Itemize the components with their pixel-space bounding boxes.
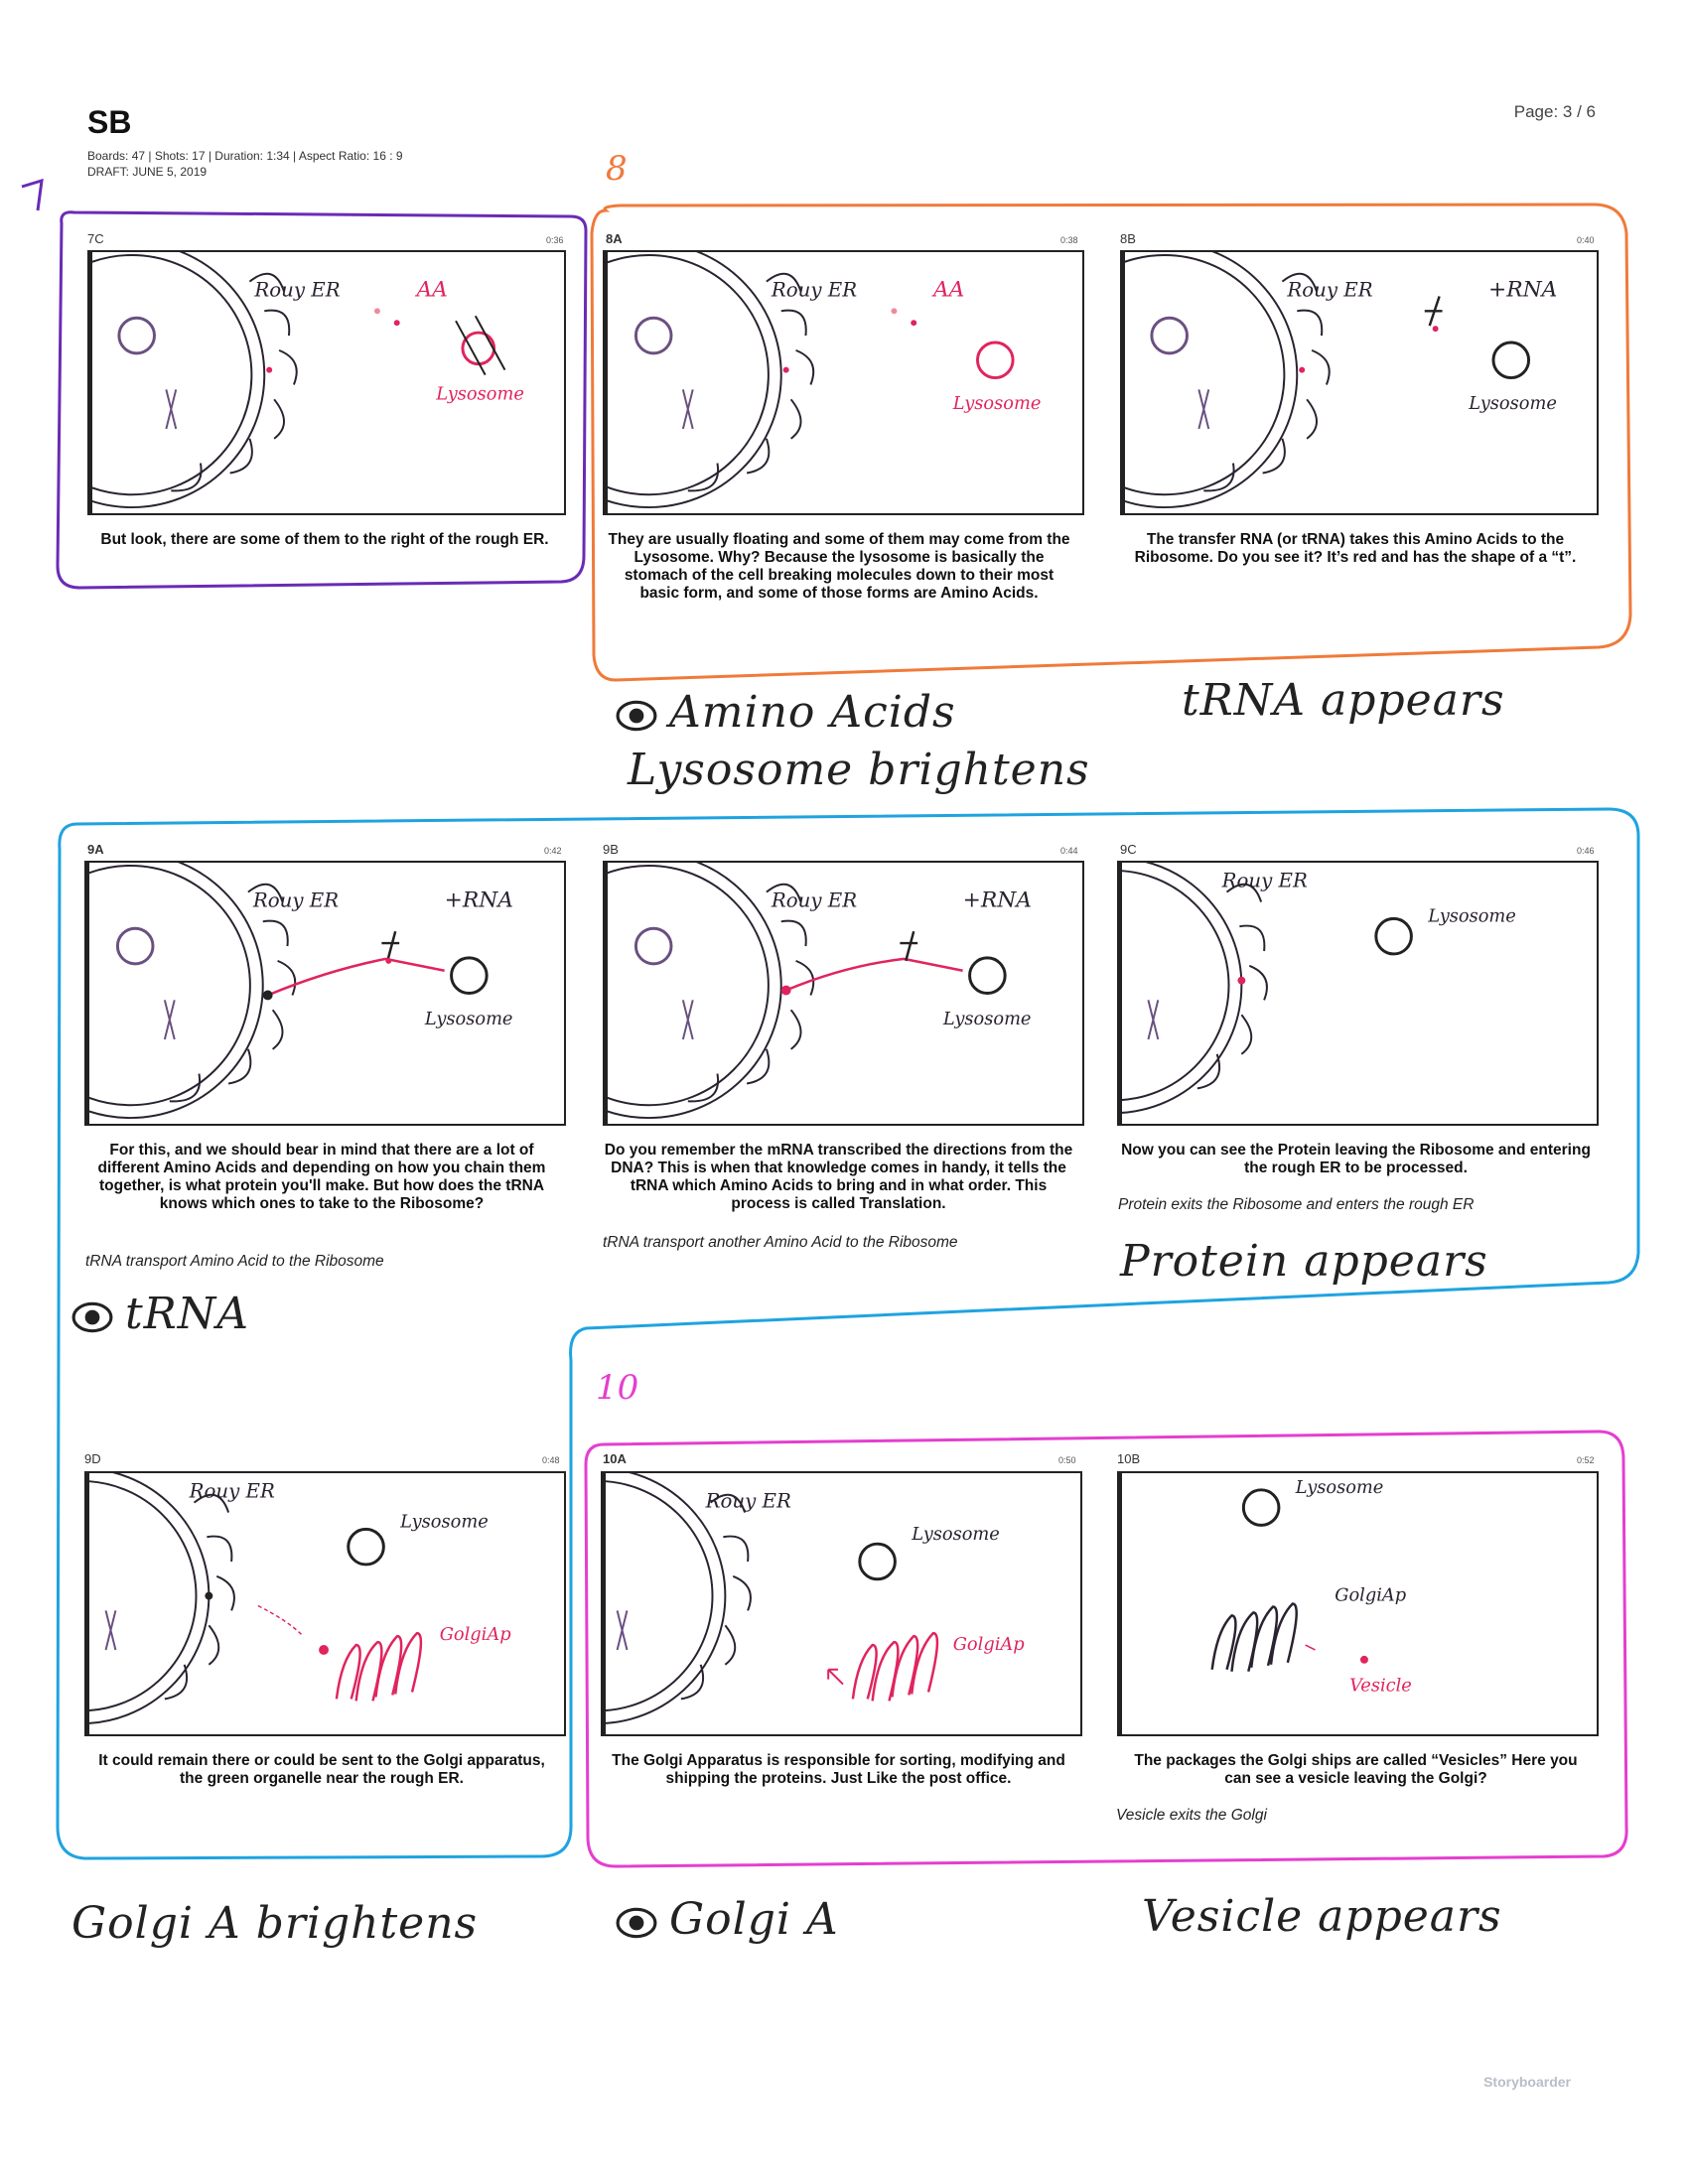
lysosome-label: Lysosome bbox=[424, 1009, 513, 1030]
vesicle-dot bbox=[1360, 1656, 1368, 1664]
panel-9a-drawing bbox=[89, 863, 564, 1124]
golgi-label: GolgiAp bbox=[952, 1633, 1025, 1655]
ribosome-dot bbox=[263, 991, 273, 1001]
trna-drawing bbox=[381, 931, 399, 961]
aa-label: AA bbox=[932, 277, 965, 303]
panel-8a-caption: They are usually floating and some of them may come from the Lysosome. Why? Because the lysosome is basically the stomach of the cell breaking molecules down to their most basic form, and some of those forms are Amino Acids. bbox=[608, 531, 1070, 602]
trna-label: +RNA bbox=[444, 887, 513, 913]
lysosome-drawing bbox=[1376, 918, 1412, 954]
lysosome-label: Lysosome bbox=[1469, 393, 1557, 415]
handwritten-trna bbox=[71, 1289, 249, 1339]
panel-8a-drawing bbox=[608, 252, 1082, 513]
handwritten-vesicle-appears: Vesicle appears bbox=[1142, 1891, 1502, 1942]
panel-9b-time: 0:44 bbox=[1060, 846, 1078, 856]
panel-9c-caption: Now you can see the Protein leaving the Ribosome and entering the rough ER to be processed. bbox=[1121, 1142, 1591, 1176]
lysosome-label: Lysosome bbox=[942, 1009, 1032, 1030]
protein-dot bbox=[1237, 977, 1245, 985]
panel-9b-frame bbox=[603, 861, 1084, 1126]
lysosome-drawing bbox=[977, 342, 1013, 378]
panel-7c-frame bbox=[87, 250, 566, 515]
golgi-drawing bbox=[337, 1633, 421, 1701]
panel-9c-id: 9C bbox=[1120, 842, 1137, 857]
panel-9b-id: 9B bbox=[603, 842, 619, 857]
panel-7c-time: 0:36 bbox=[546, 235, 564, 245]
rough-er-label: Rouy ER bbox=[189, 1479, 275, 1503]
panel-10a-drawing bbox=[606, 1473, 1080, 1734]
golgi-label: GolgiAp bbox=[439, 1624, 511, 1646]
page-title: SB bbox=[87, 104, 132, 140]
lysosome-drawing bbox=[349, 1529, 384, 1565]
panel-8b-time: 0:40 bbox=[1577, 235, 1595, 245]
handwritten-protein-appears: Protein appears bbox=[1120, 1236, 1488, 1287]
panel-9c-time: 0:46 bbox=[1577, 846, 1595, 856]
panel-9d-frame bbox=[84, 1471, 566, 1736]
panel-8a-id: 8A bbox=[606, 231, 623, 246]
lysosome-label: Lysosome bbox=[436, 383, 524, 405]
panel-10b-caption: The packages the Golgi ships are called “Vesicles” Here you can see a vesicle leaving the Golgi? bbox=[1134, 1752, 1578, 1787]
trna-label: +RNA bbox=[962, 887, 1032, 913]
lysosome-label: Lysosome bbox=[1428, 905, 1516, 927]
panel-9a-id: 9A bbox=[87, 842, 104, 857]
rough-er-label: Rouy ER bbox=[252, 888, 340, 912]
eye-icon bbox=[616, 695, 657, 737]
lysosome-drawing bbox=[1243, 1490, 1279, 1526]
panel-7c-id: 7C bbox=[87, 231, 104, 246]
ribosome-dot bbox=[266, 367, 272, 373]
panel-8b-caption: The transfer RNA (or tRNA) takes this Amino Acids to the Ribosome. Do you see it? It’s red and has the shape of a “t”. bbox=[1134, 531, 1577, 566]
panel-9c-drawing bbox=[1122, 863, 1597, 1124]
nucleolus-drawing bbox=[119, 318, 155, 353]
panel-9b-note: tRNA transport another Amino Acid to the Ribosome bbox=[603, 1234, 958, 1251]
panel-8a-time: 0:38 bbox=[1060, 235, 1078, 245]
lysosome-drawing bbox=[452, 958, 488, 994]
golgi-drawing bbox=[853, 1633, 937, 1701]
panel-10a-caption: The Golgi Apparatus is responsible for sorting, modifying and shipping the proteins. Just Like the post office. bbox=[612, 1752, 1065, 1787]
board-stats: Boards: 47 | Shots: 17 | Duration: 1:34 | Aspect Ratio: 16 : 9 bbox=[87, 149, 403, 163]
panel-9a-time: 0:42 bbox=[544, 846, 562, 856]
lysosome-drawing bbox=[860, 1544, 896, 1579]
panel-7c-drawing bbox=[92, 252, 564, 513]
vesicle-dot bbox=[319, 1645, 329, 1655]
panel-9a-frame bbox=[84, 861, 566, 1126]
panel-9d-caption: It could remain there or could be sent to the Golgi apparatus, the green organelle near the rough ER. bbox=[98, 1752, 545, 1787]
panel-8b-id: 8B bbox=[1120, 231, 1136, 246]
draft-date: DRAFT: JUNE 5, 2019 bbox=[87, 165, 208, 179]
rough-er-label: Rouy ER bbox=[1221, 869, 1308, 892]
lysosome-label: Lysosome bbox=[400, 1511, 489, 1533]
handwritten-amino-acids bbox=[616, 687, 956, 738]
aa-label: AA bbox=[416, 277, 448, 303]
storyboarder-logo: Storyboarder bbox=[1483, 2074, 1571, 2090]
lysosome-label: Lysosome bbox=[952, 393, 1042, 415]
amino-acids-text: Amino Acids bbox=[669, 687, 956, 738]
panel-9b-caption: Do you remember the mRNA transcribed the directions from the DNA? This is when that knowledge comes in handy, it tells the tRNA which Amino Acids to bring and in what order. This process is called Translation. bbox=[604, 1142, 1073, 1212]
rough-er-label: Rouy ER bbox=[771, 278, 858, 302]
group-number-8: 8 bbox=[606, 149, 628, 189]
panel-9c-frame bbox=[1117, 861, 1599, 1126]
handwritten-trna-appears: tRNA appears bbox=[1182, 675, 1505, 726]
panel-9d-id: 9D bbox=[84, 1451, 101, 1466]
panel-10a-frame bbox=[601, 1471, 1082, 1736]
lysosome-drawing bbox=[463, 333, 494, 364]
panel-9a-note: tRNA transport Amino Acid to the Ribosome bbox=[85, 1253, 384, 1270]
vesicle-label: Vesicle bbox=[1349, 1675, 1412, 1697]
panel-8b-frame bbox=[1120, 250, 1599, 515]
panel-10a-time: 0:50 bbox=[1058, 1455, 1076, 1465]
page-number: Page: 3 / 6 bbox=[1513, 102, 1596, 121]
panel-10b-id: 10B bbox=[1117, 1451, 1141, 1466]
lysosome-drawing bbox=[970, 958, 1006, 994]
eye-icon bbox=[71, 1297, 113, 1338]
panel-10a-id: 10A bbox=[603, 1451, 627, 1466]
dna-drawing bbox=[166, 389, 176, 429]
handwritten-golgi-a bbox=[616, 1894, 839, 1945]
lysosome-label: Lysosome bbox=[1295, 1476, 1384, 1498]
golgi-label: GolgiAp bbox=[1335, 1584, 1407, 1606]
handwritten-lysosome-brightens: Lysosome brightens bbox=[628, 745, 1090, 795]
panel-8a-frame bbox=[603, 250, 1084, 515]
panel-8b-drawing bbox=[1125, 252, 1597, 513]
trna-text: tRNA bbox=[125, 1289, 250, 1339]
trna-drawing bbox=[1425, 296, 1443, 326]
lysosome-label: Lysosome bbox=[912, 1524, 1000, 1546]
eye-icon bbox=[616, 1902, 657, 1944]
panel-10b-note: Vesicle exits the Golgi bbox=[1116, 1807, 1267, 1824]
group-number-10: 10 bbox=[596, 1368, 639, 1408]
panel-10b-time: 0:52 bbox=[1577, 1455, 1595, 1465]
handwritten-golgi-brightens: Golgi A brightens bbox=[71, 1898, 479, 1949]
panel-10b-drawing bbox=[1122, 1473, 1597, 1734]
panel-7c-caption: But look, there are some of them to the right of the rough ER. bbox=[100, 531, 549, 548]
panel-9d-time: 0:48 bbox=[542, 1455, 560, 1465]
golgi-a-text: Golgi A bbox=[669, 1894, 839, 1945]
rough-er-label: Rouy ER bbox=[1287, 278, 1373, 302]
rough-er-label: Rouy ER bbox=[254, 278, 341, 302]
lysosome-drawing bbox=[1493, 342, 1529, 378]
panel-10b-frame bbox=[1117, 1471, 1599, 1736]
trna-label: +RNA bbox=[1488, 277, 1558, 303]
panel-9d-drawing bbox=[89, 1473, 564, 1734]
panel-9c-note: Protein exits the Ribosome and enters the rough ER bbox=[1118, 1196, 1475, 1213]
rough-er-label: Rouy ER bbox=[771, 888, 858, 912]
panel-9b-drawing bbox=[608, 863, 1082, 1124]
rough-er-label: Rouy ER bbox=[705, 1489, 791, 1513]
panel-9a-caption: For this, and we should bear in mind that there are a lot of different Amino Acids and depending on how you chain them together, is what protein you'll make. But how does the tRNA knows which ones to take to the Ribosome? bbox=[97, 1142, 546, 1212]
golgi-drawing bbox=[1212, 1604, 1297, 1672]
